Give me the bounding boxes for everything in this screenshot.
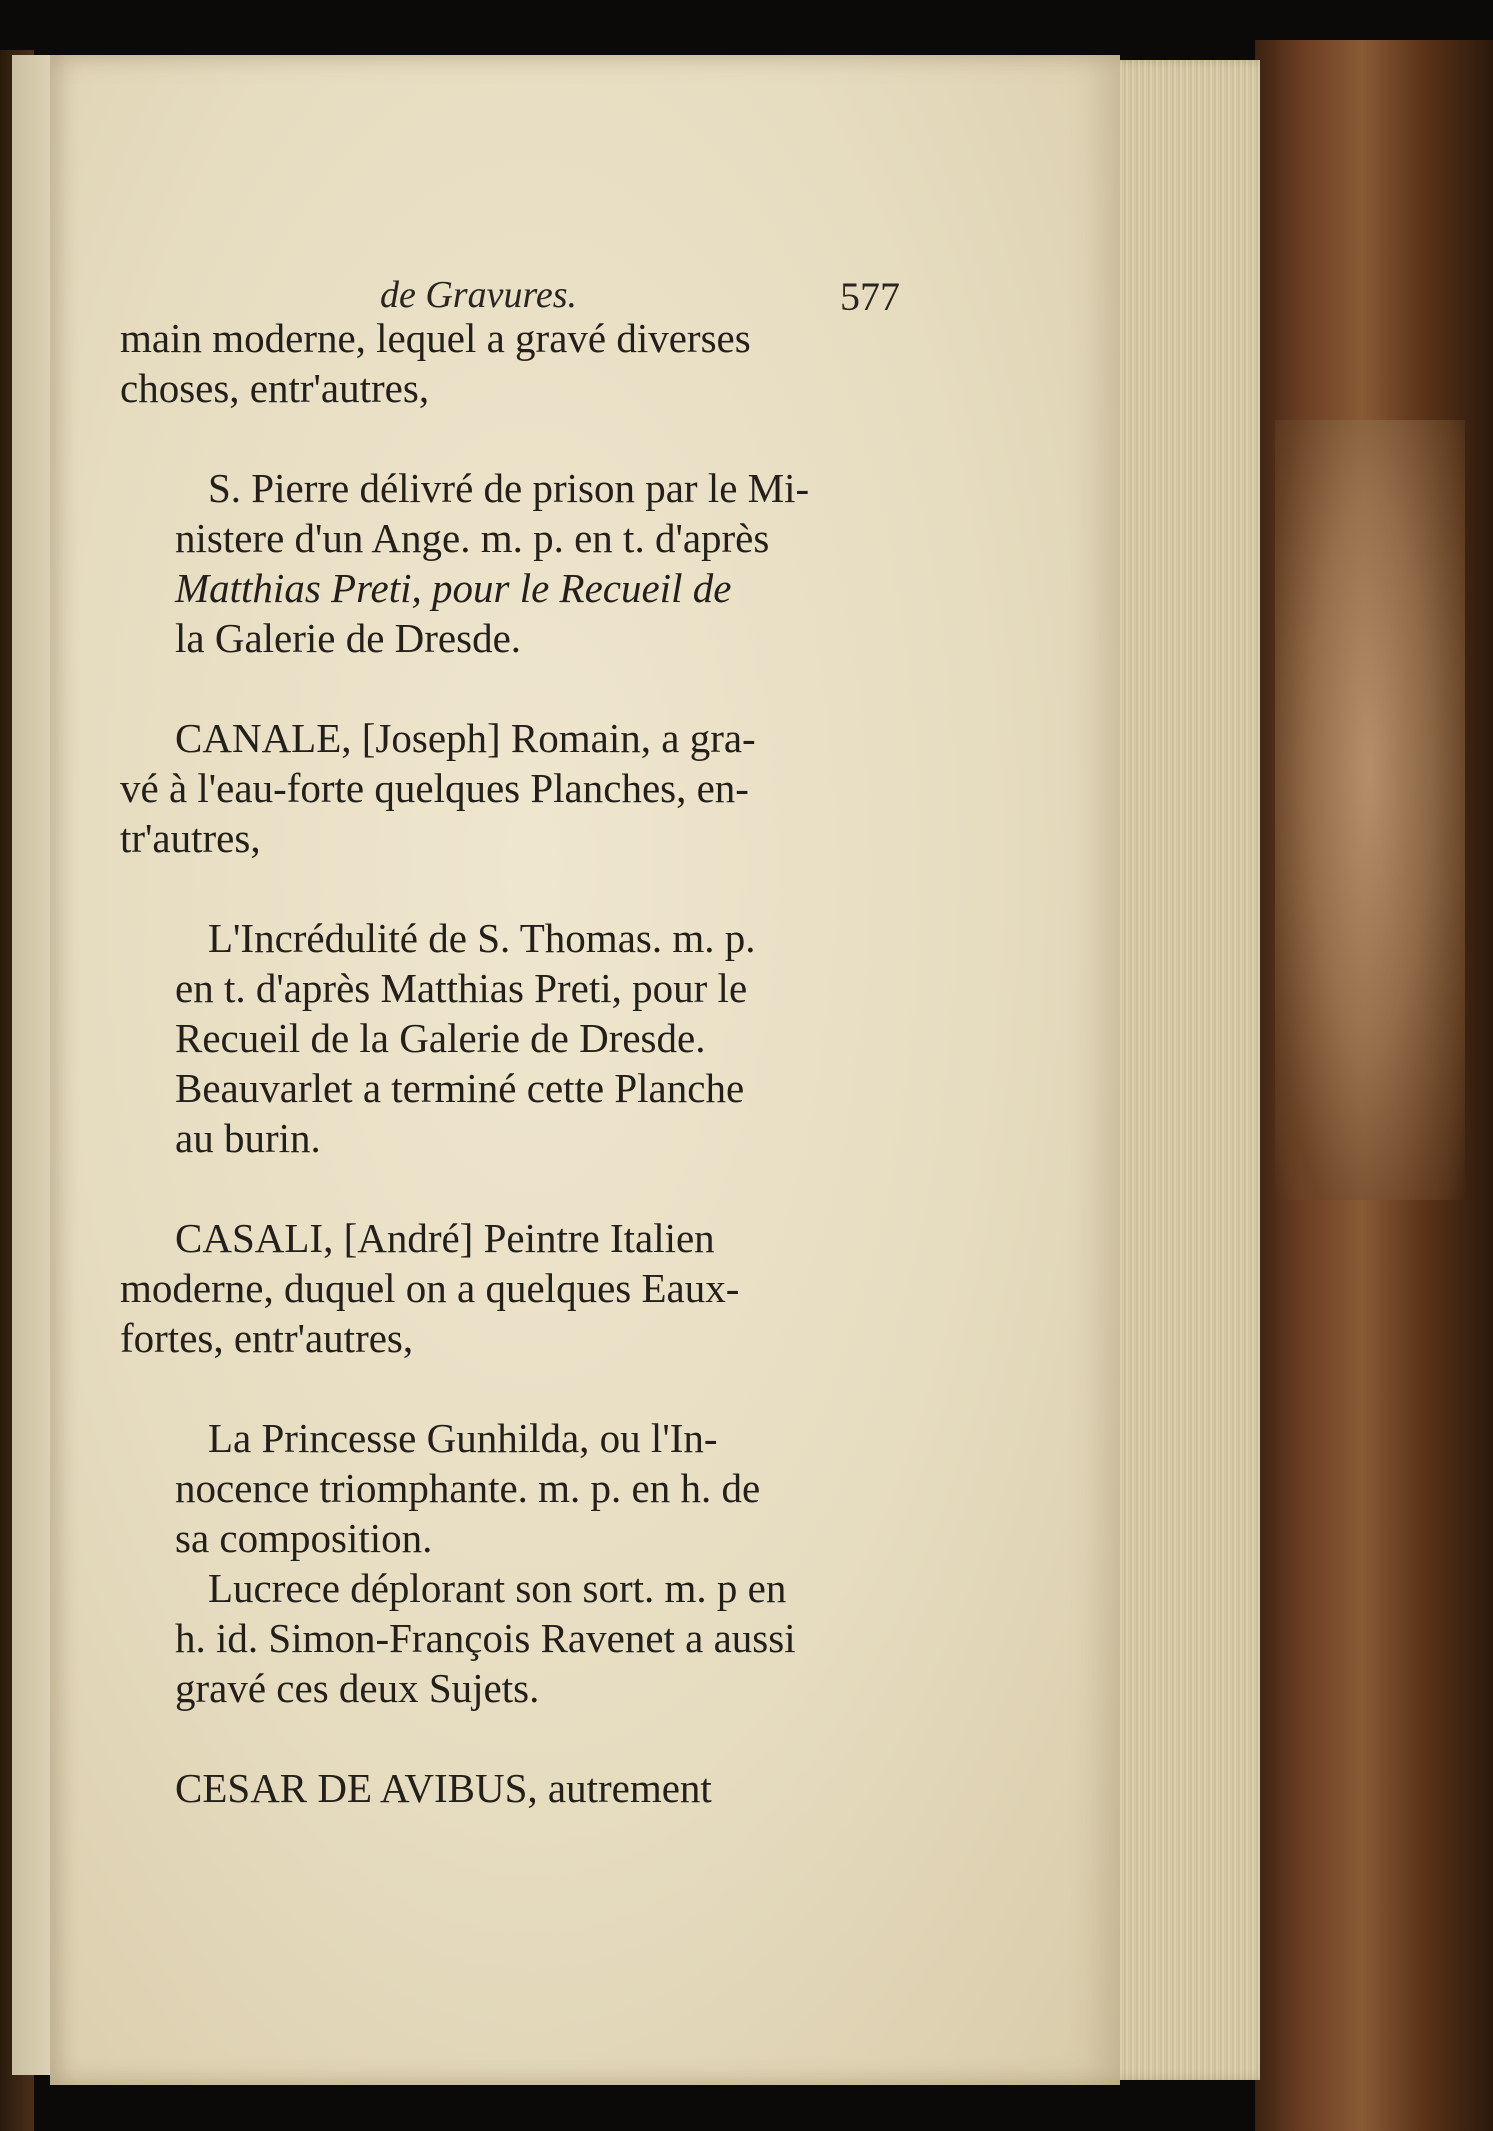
running-head-title: de Gravures.: [380, 274, 577, 316]
entry-heading-canale: CANALE, [Joseph] Romain, a gra-: [175, 715, 756, 761]
entry-heading-cesar: CESAR DE AVIBUS, autrement: [175, 1765, 712, 1811]
text-line: moderne, duquel on a quelques Eaux-: [120, 1265, 740, 1311]
text-line: vé à l'eau-forte quelques Planches, en-: [120, 765, 749, 811]
text-line: gravé ces deux Sujets.: [175, 1665, 540, 1711]
text-line: L'Incrédulité de S. Thomas. m. p.: [208, 915, 756, 961]
entry-heading-casali: CASALI, [André] Peintre Italien: [175, 1215, 715, 1261]
text-line: nistere d'un Ange. m. p. en t. d'après: [175, 515, 770, 561]
text-line: Recueil de la Galerie de Dresde.: [175, 1015, 706, 1061]
text-line: sa composition.: [175, 1515, 433, 1561]
text-line: La Princesse Gunhilda, ou l'In-: [208, 1415, 718, 1461]
text-line: tr'autres,: [120, 815, 261, 861]
text-line: en t. d'après Matthias Preti, pour le: [175, 965, 748, 1011]
text-line: main moderne, lequel a gravé diverses: [120, 315, 751, 361]
text-line: h. id. Simon-François Ravenet a aussi: [175, 1615, 796, 1661]
text-line: fortes, entr'autres,: [120, 1315, 414, 1361]
text-line: au burin.: [175, 1115, 321, 1161]
text-line: S. Pierre délivré de prison par le Mi-: [208, 465, 810, 511]
page-body: [120, 313, 905, 1813]
cover-wear-patch: [1275, 420, 1465, 1200]
text-line: Matthias Preti, pour le Recueil de: [175, 565, 732, 611]
text-line: Beauvarlet a terminé cette Planche: [175, 1065, 745, 1111]
text-line: nocence triomphante. m. p. en h. de: [175, 1465, 761, 1511]
text-line: Lucrece déplorant son sort. m. p en: [208, 1565, 787, 1611]
book-page: [50, 55, 1120, 2085]
text-line: choses, entr'autres,: [120, 365, 430, 411]
facing-page-edge: [12, 55, 52, 2075]
page-block-edge: [1105, 60, 1260, 2080]
text-line: la Galerie de Dresde.: [175, 615, 522, 661]
page-number: 577: [840, 274, 900, 319]
